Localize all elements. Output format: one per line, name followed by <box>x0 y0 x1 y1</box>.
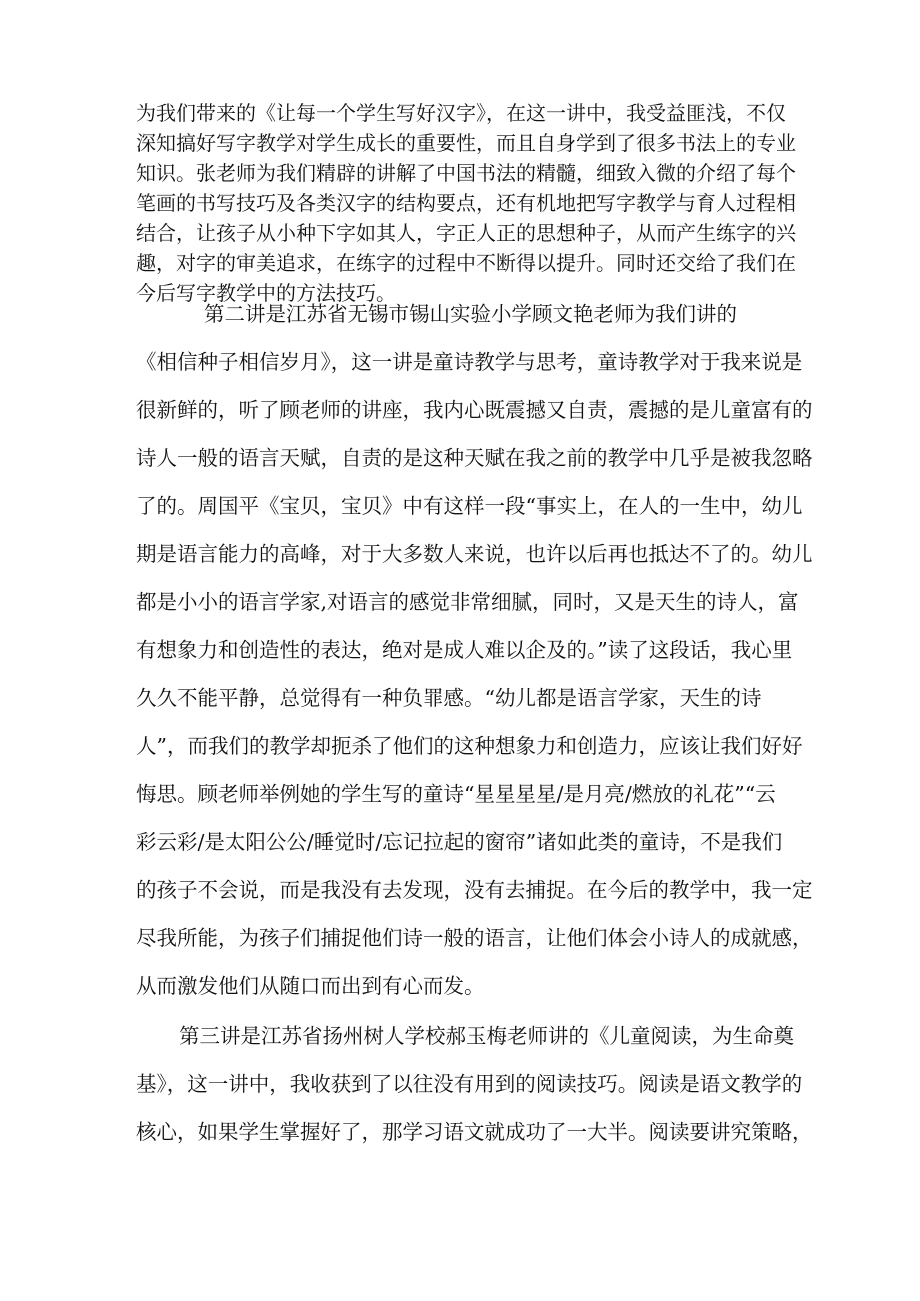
paragraph-2-line-13: 的孩子不会说，而是我没有去发现，没有去捕捉。在今后的教学中，我一定 <box>136 878 813 902</box>
paragraph-2-line-3: 很新鲜的，听了顾老师的讲座，我内心既震撼又自责，震撼的是儿童富有的 <box>136 398 813 422</box>
paragraph-3-line-3: 核心，如果学生掌握好了，那学习语文就成功了一大半。阅读要讲究策略， <box>136 1120 813 1144</box>
paragraph-2-line-6: 期是语言能力的高峰，对于大多数人来说，也许以后再也抵达不了的。幼儿 <box>136 542 813 566</box>
paragraph-2-line-9: 久久不能平静，总觉得有一种负罪感。“幼儿都是语言学家，天生的诗 <box>136 686 762 710</box>
paragraph-2-line-8: 有想象力和创造性的表达，绝对是成人难以企及的。”读了这段话，我心里 <box>136 638 793 662</box>
paragraph-2-line-7: 都是小小的语言学家,对语言的感觉非常细腻，同时，又是天生的诗人，富 <box>136 590 799 614</box>
paragraph-3-line-1: 第三讲是江苏省扬州树人学校郝玉梅老师讲的《儿童阅读，为生命奠 <box>179 1024 794 1048</box>
paragraph-1-line-6: 趣，对字的审美追求，在练字的过程中不断得以提升。同时还交给了我们在 <box>136 251 796 275</box>
paragraph-2-line-1: 第二讲是江苏省无锡市锡山实验小学顾文艳老师为我们讲的 <box>204 302 737 326</box>
paragraph-2-line-11: 悔思。顾老师举例她的学生写的童诗“星星星星/是月亮/燃放的礼花”“云 <box>136 782 776 806</box>
paragraph-1-line-3: 知识。张老师为我们精辟的讲解了中国书法的精髓，细致入微的介绍了每个 <box>136 161 796 185</box>
paragraph-2-line-15: 从而激发他们从随口而出到有心而发。 <box>136 974 485 998</box>
paragraph-2-line-5: 了的。周国平《宝贝，宝贝》中有这样一段“事实上，在人的一生中，幼儿 <box>136 494 803 518</box>
paragraph-2-line-12: 彩云彩/是太阳公公/睡觉时/忘记拉起的窗帘”诸如此类的童诗，不是我们 <box>136 830 783 854</box>
paragraph-1-line-4: 笔画的书写技巧及各类汉字的结构要点，还有机地把写字教学与育人过程相 <box>136 191 796 215</box>
paragraph-3-line-2: 基》，这一讲中，我收获到了以往没有用到的阅读技巧。阅读是语文教学的 <box>136 1072 803 1096</box>
paragraph-2-line-14: 尽我所能，为孩子们捕捉他们诗一般的语言，让他们体会小诗人的成就感， <box>136 926 813 950</box>
paragraph-1-line-5: 结合，让孩子从小种下字如其人，字正人正的思想种子，从而产生练字的兴 <box>136 221 796 245</box>
paragraph-2-line-2: 《相信种子相信岁月》，这一讲是童诗教学与思考，童诗教学对于我来说是 <box>136 350 803 374</box>
paragraph-1-line-1: 为我们带来的《让每一个学生写好汉字》，在这一讲中，我受益匪浅，不仅 <box>136 101 786 125</box>
paragraph-2-line-10: 人”，而我们的教学却扼杀了他们的这种想象力和创造力，应该让我们好好 <box>136 734 803 758</box>
paragraph-1-line-2: 深知搞好写字教学对学生成长的重要性，而且自身学到了很多书法上的专业 <box>136 131 796 155</box>
paragraph-2-line-4: 诗人一般的语言天赋，自责的是这种天赋在我之前的教学中几乎是被我忽略 <box>136 446 813 470</box>
paragraph-1-line-7: 今后写字教学中的方法技巧。 <box>136 281 396 305</box>
